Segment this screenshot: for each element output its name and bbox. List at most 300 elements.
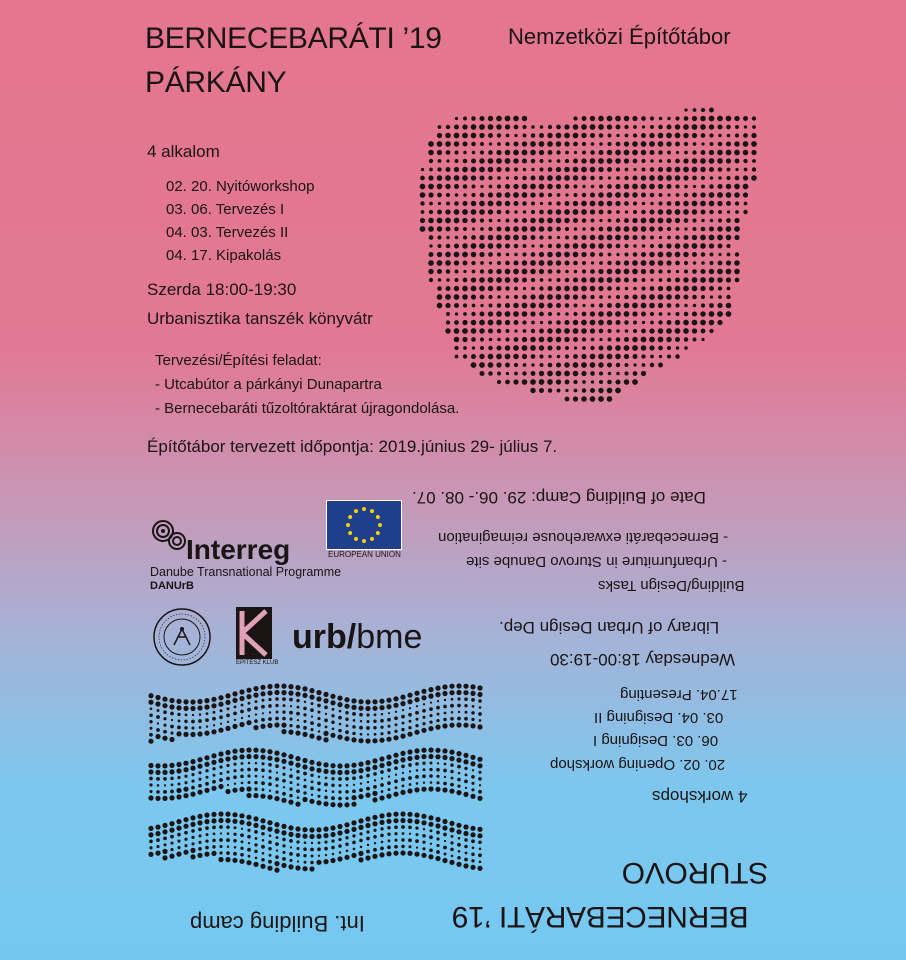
wave-dot	[190, 822, 195, 827]
map-dot	[496, 150, 501, 155]
wave-dot	[451, 711, 454, 714]
wave-dot	[169, 821, 174, 826]
map-dot	[641, 218, 647, 224]
map-dot	[565, 397, 570, 402]
wave-dot	[401, 765, 405, 769]
map-dot	[437, 294, 443, 300]
map-dot	[454, 227, 459, 232]
wave-dot	[387, 718, 391, 722]
map-dot	[649, 141, 655, 147]
wave-dot	[267, 756, 272, 761]
wave-dot	[302, 797, 307, 802]
map-dot	[455, 355, 459, 359]
map-dot	[717, 303, 722, 308]
map-dot	[556, 260, 561, 265]
wave-dot	[465, 787, 467, 789]
map-dot	[548, 363, 553, 368]
map-dot	[633, 176, 638, 181]
map-dot	[726, 226, 732, 232]
map-dot	[581, 124, 587, 130]
wave-dot	[183, 824, 188, 829]
wave-dot	[346, 849, 349, 852]
map-dot	[607, 142, 611, 146]
map-dot	[488, 209, 493, 214]
map-dot	[564, 362, 569, 367]
map-dot	[667, 346, 671, 350]
wave-dot	[253, 754, 258, 759]
wave-dot	[444, 699, 446, 701]
wave-dot	[394, 779, 398, 783]
wave-dot	[148, 769, 153, 774]
wave-dot	[289, 839, 293, 843]
map-dot	[683, 294, 688, 299]
wave-dot	[388, 839, 391, 842]
map-dot	[564, 141, 569, 146]
wave-dot	[402, 772, 404, 774]
map-dot	[700, 116, 706, 122]
wave-dot	[317, 788, 320, 791]
session-item: 04. 03. Tervezés II	[166, 224, 289, 241]
wave-dot	[162, 829, 167, 834]
map-dot	[590, 277, 596, 283]
map-dot	[505, 142, 509, 146]
wave-dot	[260, 818, 265, 823]
wave-dot	[478, 841, 482, 845]
map-dot	[479, 167, 485, 173]
wave-dot	[162, 855, 167, 860]
map-dot	[479, 362, 485, 368]
bme-text: bme	[356, 618, 423, 656]
wave-dot	[311, 855, 314, 858]
wave-dot	[289, 852, 293, 856]
map-dot	[649, 345, 654, 350]
map-dot	[598, 320, 604, 326]
wave-dot	[220, 772, 223, 775]
map-dot	[565, 346, 569, 350]
wave-dot	[176, 788, 181, 793]
wave-dot	[261, 832, 265, 836]
wave-dot	[295, 865, 300, 870]
map-dot	[573, 116, 577, 120]
wave-dot	[276, 711, 279, 714]
wave-dot	[281, 863, 286, 868]
wave-dot	[178, 783, 181, 786]
wave-dot	[226, 770, 229, 773]
map-dot	[581, 328, 587, 334]
wave-dot	[386, 755, 391, 760]
wave-dot	[359, 775, 363, 779]
map-dot	[598, 354, 604, 360]
wave-dot	[267, 749, 272, 754]
map-dot	[615, 184, 620, 189]
map-dot	[607, 116, 613, 122]
map-dot	[497, 372, 501, 376]
wave-dot	[246, 860, 251, 865]
wave-dot	[428, 747, 433, 752]
map-dot	[684, 304, 688, 308]
map-dot	[471, 235, 476, 240]
map-dot	[556, 227, 561, 232]
map-dot	[642, 278, 646, 282]
map-dot	[607, 320, 612, 325]
map-dot	[701, 252, 706, 257]
map-dot	[480, 185, 483, 188]
map-dot	[421, 210, 425, 214]
map-dot	[744, 202, 748, 206]
wave-dot	[324, 841, 327, 844]
map-dot	[709, 108, 714, 113]
map-dot	[539, 345, 544, 350]
map-dot	[599, 142, 603, 146]
map-dot	[700, 243, 706, 249]
wave-dot	[331, 714, 334, 717]
wave-dot	[198, 834, 201, 837]
wave-dot	[449, 860, 454, 865]
wave-dot	[253, 748, 258, 753]
wave-dot	[345, 836, 348, 839]
wave-dot	[373, 835, 377, 839]
wave-dot	[267, 690, 272, 695]
map-dot	[463, 159, 468, 164]
map-dot	[573, 209, 579, 215]
wave-dot	[274, 683, 279, 688]
map-dot	[667, 278, 671, 282]
wave-dot	[365, 816, 370, 821]
map-dot	[454, 303, 459, 308]
map-dot	[564, 371, 570, 377]
wave-dot	[162, 763, 167, 768]
wave-dot	[331, 839, 334, 842]
map-dot	[496, 320, 502, 326]
wave-dot	[211, 812, 216, 817]
wave-dot	[456, 790, 461, 795]
map-dot	[488, 227, 492, 231]
wave-dot	[442, 787, 447, 792]
map-dot	[445, 209, 450, 214]
wave-dot	[360, 782, 362, 784]
wave-dot	[213, 833, 216, 836]
map-dot	[599, 210, 604, 215]
map-dot	[488, 252, 493, 257]
map-dot	[522, 184, 528, 190]
map-dot	[514, 125, 519, 130]
map-dot	[472, 185, 476, 189]
map-dot	[505, 210, 509, 214]
map-dot	[726, 311, 732, 317]
map-dot	[700, 158, 706, 164]
wave-dot	[443, 833, 447, 837]
wave-dot	[464, 697, 468, 701]
map-dot	[641, 312, 646, 317]
map-dot	[488, 150, 493, 155]
wave-dot	[464, 717, 468, 721]
wave-dot	[449, 827, 454, 832]
wave-dot	[191, 829, 195, 833]
wave-dot	[458, 772, 461, 775]
wave-dot	[359, 713, 363, 717]
wave-dot	[240, 775, 244, 779]
map-dot	[547, 218, 553, 224]
wave-dot	[339, 851, 342, 854]
wave-dot	[268, 717, 272, 721]
map-dot	[497, 176, 501, 180]
wave-dot	[436, 775, 439, 778]
wave-dot	[281, 830, 286, 835]
wave-dot	[451, 698, 454, 701]
map-dot	[615, 158, 621, 164]
map-dot	[667, 303, 672, 308]
wave-dot	[365, 738, 370, 743]
map-dot	[615, 388, 621, 394]
wave-dot	[409, 770, 411, 772]
wave-dot	[169, 769, 174, 774]
map-dot	[649, 303, 655, 309]
map-dot	[539, 286, 543, 290]
wave-dot	[162, 697, 167, 702]
map-dot	[582, 193, 587, 198]
wave-dot	[240, 710, 244, 714]
wave-dot	[225, 693, 230, 698]
map-dot	[471, 362, 477, 368]
wave-dot	[198, 847, 202, 851]
map-dot	[488, 176, 492, 180]
map-dot	[547, 337, 553, 343]
wave-dot	[218, 784, 223, 789]
map-dot	[582, 218, 587, 223]
map-dot	[547, 345, 552, 350]
map-dot	[598, 362, 603, 367]
map-dot	[471, 193, 475, 197]
map-dot	[574, 193, 578, 197]
wave-dot	[415, 762, 419, 766]
map-dot	[684, 185, 688, 189]
wave-dot	[373, 726, 376, 729]
map-dot	[717, 311, 723, 317]
wave-dot	[304, 701, 306, 703]
wave-dot	[386, 704, 391, 709]
map-dot	[557, 159, 561, 163]
map-dot	[556, 184, 561, 189]
map-dot	[505, 226, 510, 231]
map-dot	[590, 346, 594, 350]
wave-dot	[408, 776, 412, 780]
map-dot	[735, 278, 740, 283]
wave-dot	[163, 710, 167, 714]
wave-dot	[204, 755, 209, 760]
wave-dot	[148, 700, 153, 705]
wave-dot	[212, 826, 216, 830]
wave-dot	[225, 789, 230, 794]
wave-dot	[262, 839, 265, 842]
wave-dot	[240, 768, 243, 771]
wave-dot	[296, 770, 299, 773]
wave-dot	[211, 697, 216, 702]
wave-dot	[393, 759, 398, 764]
map-dot	[625, 210, 628, 213]
map-dot	[557, 389, 561, 393]
wave-dot	[282, 857, 286, 861]
wave-dot	[401, 825, 405, 829]
map-dot	[496, 269, 501, 274]
map-dot	[522, 345, 528, 351]
map-dot	[599, 219, 602, 222]
wave-dot	[430, 781, 433, 784]
map-dot	[573, 167, 579, 173]
wave-dot	[281, 723, 286, 728]
map-dot	[633, 371, 638, 376]
wave-dot	[325, 713, 327, 715]
map-dot	[717, 116, 723, 122]
wave-dot	[393, 792, 398, 797]
map-dot	[463, 278, 468, 283]
wave-dot	[198, 771, 201, 774]
map-dot	[650, 167, 655, 172]
wave-dot	[197, 699, 202, 704]
map-dot	[479, 328, 484, 333]
map-dot	[488, 243, 494, 249]
map-dot	[539, 193, 544, 198]
wave-dot	[156, 715, 160, 719]
map-dot	[531, 321, 535, 325]
map-dot	[752, 167, 756, 171]
map-dot	[488, 124, 494, 130]
wave-dot	[218, 758, 223, 763]
map-dot	[522, 354, 527, 359]
map-dot	[735, 252, 739, 256]
wave-dot	[303, 847, 307, 851]
wave-dot	[255, 857, 258, 860]
map-dot	[574, 270, 578, 274]
map-dot	[641, 286, 645, 290]
wave-dot	[449, 821, 454, 826]
wave-dot	[338, 790, 341, 793]
map-dot	[454, 260, 459, 265]
wave-dot	[324, 783, 328, 787]
map-dot	[624, 354, 629, 359]
wave-dot	[470, 755, 475, 760]
map-dot	[505, 124, 510, 129]
wave-dot	[275, 704, 278, 707]
wave-dot	[415, 839, 419, 843]
wave-dot	[415, 718, 418, 721]
wave-dot	[386, 851, 391, 856]
wave-dot	[442, 755, 447, 760]
wave-dot	[262, 788, 265, 791]
map-dot	[659, 236, 662, 239]
wave-dot	[400, 850, 405, 855]
map-dot	[488, 362, 494, 368]
wave-dot	[282, 844, 285, 847]
wave-dot	[456, 751, 461, 756]
map-dot	[573, 124, 579, 130]
wave-dot	[429, 774, 433, 778]
wave-dot	[156, 838, 160, 842]
wave-dot	[260, 691, 265, 696]
map-dot	[607, 243, 612, 248]
map-dot	[641, 235, 646, 240]
wave-dot	[184, 775, 187, 778]
wave-dot	[478, 771, 481, 774]
map-dot	[615, 116, 621, 122]
map-dot	[675, 218, 680, 223]
map-dot	[497, 303, 502, 308]
wave-dot	[416, 846, 418, 848]
map-dot	[717, 150, 723, 156]
wave-dot	[219, 715, 223, 719]
map-dot	[505, 363, 510, 368]
wave-dot	[444, 776, 446, 778]
wave-dot	[204, 762, 209, 767]
map-dot	[539, 167, 543, 171]
map-dot	[454, 243, 459, 248]
wave-dot	[316, 696, 321, 701]
map-dot	[548, 388, 553, 393]
wave-dot	[227, 784, 229, 786]
map-dot	[624, 311, 630, 317]
wave-dot	[281, 729, 286, 734]
map-dot	[590, 150, 595, 155]
wave-dot	[437, 700, 439, 702]
map-dot	[590, 167, 596, 173]
wave-dot	[472, 769, 474, 771]
map-dot	[522, 158, 527, 163]
wave-dot	[218, 751, 223, 756]
map-dot	[599, 295, 603, 299]
map-dot	[717, 192, 723, 198]
wave-dot	[149, 783, 152, 786]
map-dot	[590, 133, 595, 138]
map-dot	[505, 311, 511, 317]
wave-dot	[366, 830, 369, 833]
map-dot	[497, 329, 502, 334]
map-dot	[564, 320, 569, 325]
map-dot	[632, 337, 637, 342]
wave-dot	[372, 765, 377, 770]
wave-dot	[190, 766, 195, 771]
wave-dot	[169, 854, 174, 859]
wave-dot	[275, 764, 279, 768]
map-dot	[598, 269, 603, 274]
wave-dot	[464, 767, 467, 770]
wave-dot	[205, 718, 209, 722]
map-dot	[573, 184, 577, 188]
wave-dot	[358, 706, 363, 711]
wave-dot	[386, 819, 391, 824]
map-dot	[564, 243, 569, 248]
wave-dot	[149, 720, 152, 723]
wave-dot	[464, 845, 467, 848]
map-dot	[479, 371, 484, 376]
map-dot	[590, 354, 596, 360]
map-dot	[710, 253, 714, 257]
wave-dot	[372, 815, 377, 820]
wave-dot	[449, 750, 454, 755]
map-dot	[463, 227, 467, 231]
wave-dot	[387, 845, 391, 849]
map-dot	[454, 167, 459, 172]
wave-dot	[149, 713, 153, 717]
wave-dot	[436, 706, 440, 710]
map-dot	[675, 175, 681, 181]
map-dot	[523, 244, 527, 248]
wave-dot	[176, 852, 181, 857]
map-dot	[633, 168, 636, 171]
wave-dot	[156, 790, 160, 794]
wave-dot	[367, 844, 369, 846]
map-dot	[514, 218, 519, 223]
map-dot	[557, 312, 561, 316]
wave-dot	[170, 835, 174, 839]
